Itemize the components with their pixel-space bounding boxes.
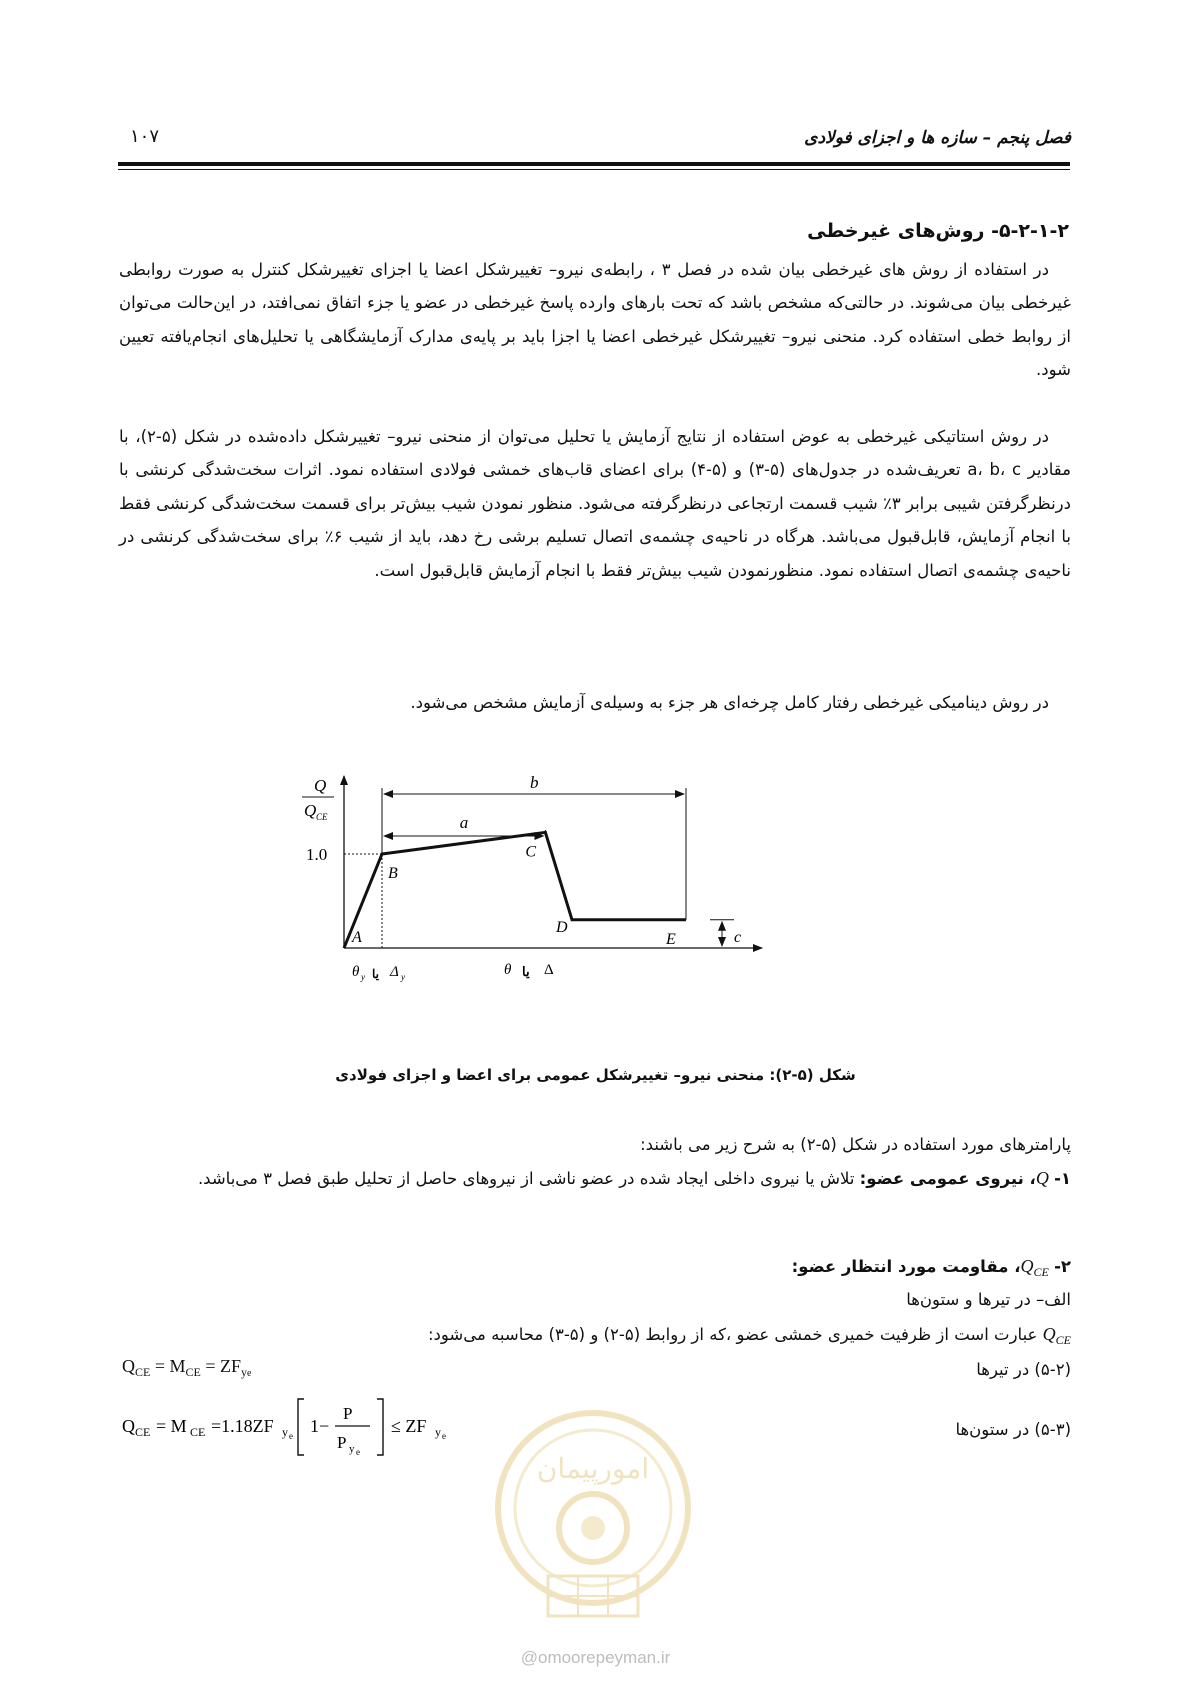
equation-2-label: (۵-۳) در ستون‌ها [955,1420,1071,1439]
svg-text:≤ ZF: ≤ ZF [391,1416,427,1436]
watermark-seal-text: امورپیمان [536,1454,650,1485]
header-rule-thin [118,169,1070,170]
point-label-a: A [352,929,362,946]
svg-text:y: y [349,1443,355,1455]
svg-text:CE: CE [135,1425,151,1439]
watermark-seal-logo [488,1398,698,1638]
paragraph-3: در روش دینامیکی غیرخطی رفتار کامل چرخه‌ای هر جزء به وسیله‌ی آزمایش مشخص می‌شود. [410,693,1049,712]
page-number: ۱۰۷ [130,126,160,147]
point-label-b: B [388,865,398,882]
svg-text:=1.18ZF: =1.18ZF [211,1416,274,1436]
qce-symbol: Q [1042,1324,1056,1344]
svg-text:y: y [282,1425,288,1439]
svg-text:e: e [442,1431,446,1441]
y-axis-label-denominator-sub: CE [316,812,328,822]
y-tick-label: 1.0 [306,845,328,864]
sub-item-a: الف– در تیرها و ستون‌ها [906,1290,1071,1309]
item-1-number: ۱- [1054,1169,1071,1188]
dim-c-label: c [734,929,742,946]
point-label-e: E [666,931,676,948]
equation-1: $Q_{CE} = M_{CE} = ZF_{ye}$ [122,1356,252,1379]
item-2-title: ، مقاومت مورد انتظار عضو: [791,1257,1021,1276]
svg-text:e: e [356,1447,360,1457]
dim-b-label: b [530,773,539,792]
item-1-symbol: Q [1035,1168,1049,1188]
svg-text:= M: = M [156,1416,187,1436]
watermark-url-text: omoorepeyman.ir [537,1648,671,1667]
point-label-d: D [556,919,568,936]
svg-text:1−: 1− [310,1416,330,1436]
item-1-title: ، نیروی عمومی عضو: [859,1169,1036,1188]
dim-a-label: a [459,813,469,832]
x-label-theta: θ [504,962,512,978]
x-label-yield-theta-sub: y [361,972,365,982]
point-label-c: C [525,843,537,861]
x-label-delta: Δ [544,962,554,978]
item-2-symbol: Q [1020,1256,1034,1276]
item-1-text: تلاش یا نیروی داخلی ایجاد شده در عضو ناشی از نیروهای حاصل از تحلیل طبق فصل ۳ می‌باشد. [197,1169,855,1188]
paragraph-parameters-intro: پارامترهای مورد استفاده در شکل (۵-۲) به شرح زیر می باشند: [640,1135,1071,1154]
force-deformation-figure [300,770,840,1060]
svg-text:y: y [435,1425,441,1439]
y-axis-label-numerator: Q [314,776,327,795]
parameter-item-1 [119,1162,1071,1195]
svg-text:P: P [343,1404,353,1423]
equation-1-label: (۵-۲) در تیرها [976,1360,1071,1379]
force-deformation-curve [344,832,686,948]
svg-text:P: P [337,1433,347,1452]
sub-item-a-description [119,1318,1071,1357]
equation-2 [118,1393,478,1459]
x-label-or: یا [522,964,530,979]
paragraph-2: در روش استاتیکی غیرخطی به عوض استفاده از نتایج آزمایش یا تحلیل می‌توان از منحنی نیرو– تغییرشکل داده‌شده در شکل (۵-۲)، با مقادیر a، b، c تعریف‌شده در جدول‌های (۵-۳) و (۵-۴) برای اعضای قاب‌های خمشی فولادی استفاده نمود. اثرات سخت‌شدگی کرنشی با درنظرگرفتن شیبی برابر ۳٪ شیب قسمت ارتجاعی درنظرگرفته می‌شود. منظور نمودن شیب بیش‌تر برای قسمت سخت‌شدگی کرنشی فقط با انجام آزمایش، قابل‌قبول می‌باشد. هرگاه در ناحیه‌ی چشمه‌ی اتصال تسلیم برشی رخ دهد، باید از شیب ۶٪ برای سخت‌شدگی کرنشی در ناحیه‌ی چشمه‌ی اتصال استفاده نمود. منظورنمودن شیب بیش‌تر فقط با انجام آزمایش قابل‌قبول است. [119,427,1071,580]
item-2-symbol-sub: CE [1033,1265,1049,1279]
section-heading: ۵-۲-۱-۲- روش‌های غیرخطی [807,220,1069,242]
svg-text:e: e [289,1431,293,1441]
qce-description: عبارت است از ظرفیت خمیری خمشی عضو ،که از روابط (۵-۲) و (۵-۳) محاسبه می‌شود: [427,1325,1038,1344]
watermark-url [0,1648,1191,1668]
x-label-yield-theta: θ [352,964,360,980]
svg-text:Q: Q [122,1416,135,1436]
chapter-title: فصل پنجم – سازه ها و اجزای فولادی [804,128,1071,148]
svg-text:CE: CE [190,1425,206,1439]
x-label-yield-delta: Δ [390,964,399,980]
item-2-number: ۲- [1054,1257,1071,1276]
paragraph-1: در استفاده از روش های غیرخطی بیان شده در فصل ۳ ، رابطه‌ی نیرو– تغییرشکل اعضا یا اجزای تغییرشکل کنترل به صورت روابطی غیرخطی بیان می‌شوند. در حالتی‌که مشخص باشد که تحت بارهای وارده پاسخ غیرخطی در عضو یا جزء اتفاق نمی‌افتد، در این‌حالت می‌توان از روابط خطی استفاده کرد. منحنی نیرو– تغییرشکل غیرخطی اعضا یا اجزا باید بر پایه‌ی مدارک آزمایشگاهی یا تحلیل‌های انجام‌یافته تعیین شود. [119,260,1071,380]
y-axis-label-denominator: Q [304,801,317,820]
header-rule-thick [118,162,1070,166]
figure-caption: شکل (۵-۲): منحنی نیرو– تغییرشکل عمومی برای اعضا و اجزای فولادی [335,1066,856,1084]
x-label-yield-delta-sub: y [401,972,405,982]
x-label-yield-or: یا [372,967,379,981]
watermark-at-icon: @ [520,1648,538,1667]
qce-symbol-sub: CE [1055,1333,1071,1347]
